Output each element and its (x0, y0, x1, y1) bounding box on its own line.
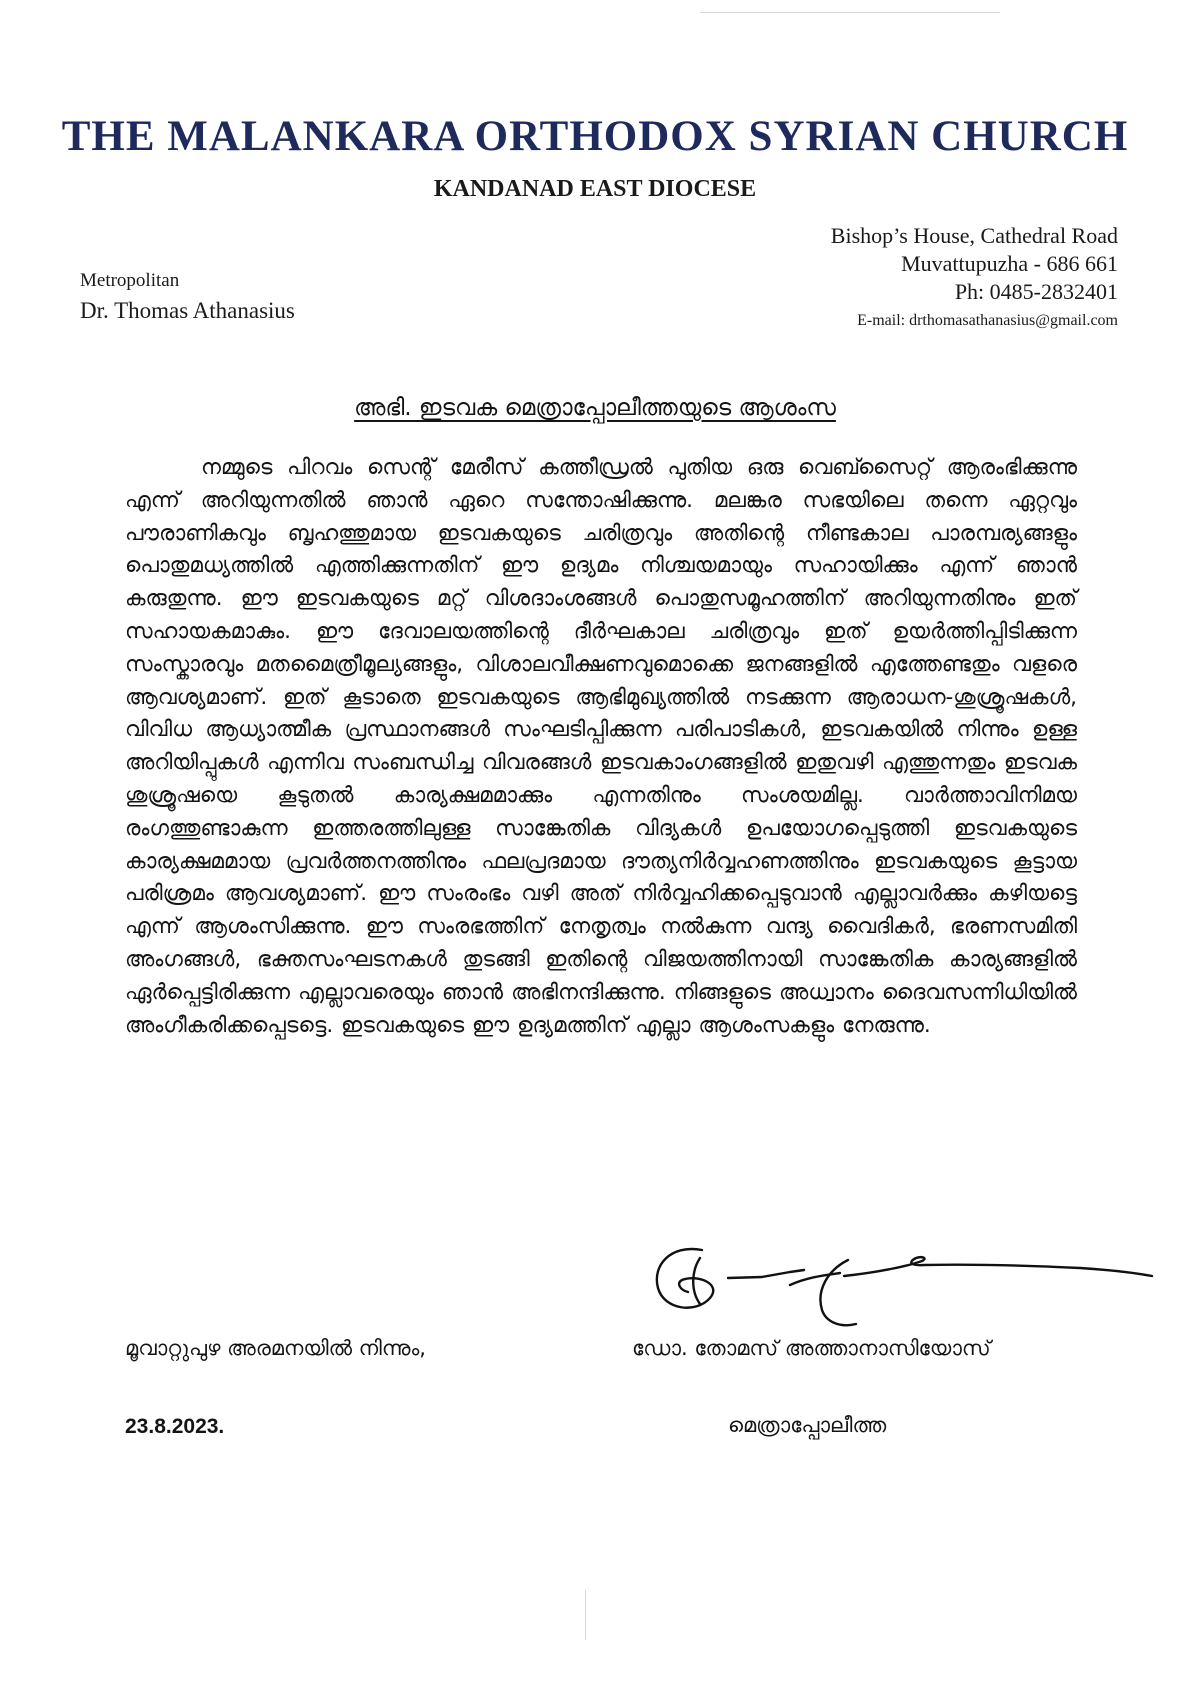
address-line-2: Muvattupuzha - 686 661 (901, 251, 1118, 276)
letter-heading (0, 395, 1190, 421)
signer-designation: മെത്രാപ്പോലീത്ത (728, 1413, 887, 1437)
letter-heading-text: അഭി. ഇടവക മെത്രാപ്പോലീത്തയുടെ ആശംസ (354, 395, 836, 421)
address-line-1: Bishop’s House, Cathedral Road (830, 223, 1118, 248)
letter-date: 23.8.2023. (125, 1415, 225, 1438)
organization-title: THE MALANKARA ORTHODOX SYRIAN CHURCH (61, 113, 1129, 160)
letter-body: നമ്മുടെ പിറവം സെന്റ് മേരീസ് കത്തീഡ്രൽ പുതിയ ഒരു വെബ്സൈറ്റ് ആരംഭിക്കുന്നു എന്ന് അറിയുന്നതിൽ ഞാൻ ഏറെ സന്തോഷിക്കുന്നു. മലങ്കര സഭയിലെ തന്നെ ഏറ്റവും പൗരാണികവും ബൃഹത്തുമായ ഇടവകയുടെ ചരിത്രവും അതിന്റെ നീണ്ടകാല പാരമ്പര്യങ്ങളും പൊതുമധ്യത്തിൽ എത്തിക്കുന്നതിന് ഈ ഉദ്യമം നിശ്ചയമായും സഹായിക്കും എന്ന് ഞാൻ കരുതുന്നു. ഈ ഇടവകയുടെ മറ്റ് വിശദാംശങ്ങൾ പൊതുസമൂഹത്തിന് അറിയുന്നതിനും ഇത് സഹായകമാകും. ഈ ദേവാലയത്തിന്റെ ദീർഘകാല ചരിത്രവും ഇത് ഉയർത്തിപ്പിടിക്കുന്ന സംസ്കാരവും മതമൈത്രീമൂല്യങ്ങളും, വിശാലവീക്ഷണവുമൊക്കെ ജനങ്ങളിൽ എത്തേണ്ടതും വളരെ ആവശ്യമാണ്. ഇത് കൂടാതെ ഇടവകയുടെ ആഭിമുഖ്യത്തിൽ നടക്കുന്ന ആരാധന-ശുശ്രൂഷകൾ, വിവിധ ആധ്യാത്മീക പ്രസ്ഥാനങ്ങൾ സംഘടിപ്പിക്കുന്ന പരിപാടികൾ, ഇടവകയിൽ നിന്നും ഉള്ള അറിയിപ്പുകൾ എന്നിവ സംബന്ധിച്ച വിവരങ്ങൾ ഇടവകാംഗങ്ങളിൽ ഇതുവഴി എത്തുന്നതും ഇടവക ശുശ്രൂഷയെ കൂടുതൽ കാര്യക്ഷമമാക്കും എന്നതിനും സംശയമില്ല. വാർത്താവിനിമയ രംഗത്തുണ്ടാകുന്ന ഇത്തരത്തിലുള്ള സാങ്കേതിക വിദ്യകൾ ഉപയോഗപ്പെടുത്തി ഇടവകയുടെ കാര്യക്ഷമമായ പ്രവർത്തനത്തിനും ഫലപ്രദമായ ദൗത്യനിർവ്വഹണത്തിനും ഇടവകയുടെ കൂട്ടായ പരിശ്രമം ആവശ്യമാണ്. ഈ സംരംഭം വഴി അത് നിർവ്വഹിക്കപ്പെടുവാൻ എല്ലാവർക്കും കഴിയട്ടെ എന്ന് ആശംസിക്കുന്നു. ഈ സംരഭത്തിന് നേതൃത്വം നൽകുന്ന വന്ദ്യ വൈദികർ, ഭരണസമിതി അംഗങ്ങൾ, ഭക്തസംഘടനകൾ തുടങ്ങി ഇതിന്റെ വിജയത്തിനായി സാങ്കേതിക കാര്യങ്ങളിൽ ഏർപ്പെട്ടിരിക്കുന്ന എല്ലാവരെയും ഞാൻ അഭിനന്ദിക്കുന്നു. നിങ്ങളുടെ അധ്വാനം ദൈവസന്നിധിയിൽ അംഗീകരിക്കപ്പെടട്ടെ. ഇടവകയുടെ ഈ ഉദ്യമത്തിന് എല്ലാ ആശംസകളും നേരുന്നു. (125, 455, 1077, 1038)
metropolitan-label: Metropolitan (80, 270, 180, 291)
phone-number: Ph: 0485-2832401 (954, 279, 1118, 304)
metropolitan-block (80, 270, 295, 324)
scan-artifact-line (585, 1590, 586, 1640)
handwritten-signature (640, 1230, 1160, 1350)
scan-artifact-line (700, 12, 1000, 13)
diocese-title: KANDANAD EAST DIOCESE (433, 176, 757, 202)
place-of-issue: മൂവാറ്റുപുഴ അരമനയിൽ നിന്നും, (125, 1336, 426, 1360)
signer-name: ഡോ. തോമസ് അത്താനാസിയോസ് (632, 1336, 991, 1360)
email-address: E-mail: drthomasathanasius@gmail.com (857, 312, 1118, 329)
metropolitan-name: Dr. Thomas Athanasius (80, 298, 295, 323)
address-block (831, 222, 1118, 330)
